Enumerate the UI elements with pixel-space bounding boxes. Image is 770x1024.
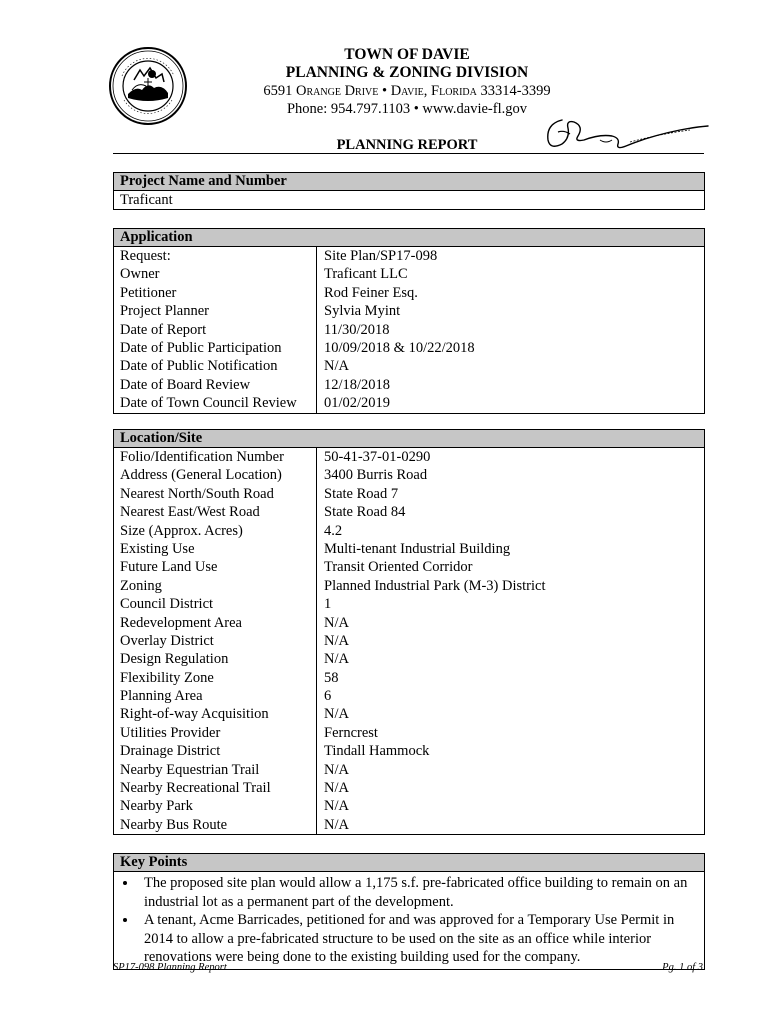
- row-value: Ferncrest: [324, 724, 378, 741]
- row-value: Planned Industrial Park (M-3) District: [324, 577, 546, 594]
- table-row: [114, 614, 704, 632]
- table-row: [114, 302, 704, 320]
- footer-page-number: Pg. 1 of 3: [662, 962, 703, 973]
- row-value: 58: [324, 669, 339, 686]
- row-value: N/A: [324, 632, 349, 649]
- table-row: [114, 339, 704, 357]
- division-address: 6591 Orange Drive • Davie, Florida 33314-3399: [263, 83, 551, 99]
- row-value: N/A: [324, 614, 349, 631]
- report-title: PLANNING REPORT: [336, 137, 478, 153]
- table-row: [114, 357, 704, 375]
- application-table: [114, 247, 704, 413]
- project-section: [113, 172, 705, 210]
- row-value: 01/02/2019: [324, 395, 391, 412]
- key-points-list: [114, 872, 704, 969]
- row-label: Utilities Provider: [114, 724, 317, 742]
- table-row: [114, 376, 704, 394]
- row-value: N/A: [324, 761, 349, 778]
- town-name: TOWN OF DAVIE: [344, 46, 470, 63]
- row-value: Transit Oriented Corridor: [324, 559, 473, 576]
- table-row: [114, 577, 704, 595]
- row-label: Zoning: [114, 577, 317, 595]
- row-value: State Road 7: [324, 485, 399, 502]
- table-row: [114, 779, 704, 797]
- row-value: 4.2: [324, 522, 343, 539]
- table-row: [114, 448, 704, 466]
- row-label: Request:: [114, 247, 317, 265]
- town-seal-icon: [108, 46, 188, 126]
- division-name: PLANNING & ZONING DIVISION: [285, 64, 529, 81]
- row-label: Address (General Location): [114, 466, 317, 484]
- table-row: [114, 687, 704, 705]
- key-points-section: [113, 853, 705, 970]
- row-value: N/A: [324, 651, 349, 668]
- table-row: [114, 705, 704, 723]
- row-label: Nearby Bus Route: [114, 816, 317, 834]
- row-label: Nearby Recreational Trail: [114, 779, 317, 797]
- table-row: [114, 816, 704, 834]
- table-row: [114, 595, 704, 613]
- row-value: N/A: [324, 358, 349, 375]
- table-row: [114, 724, 704, 742]
- row-value: Site Plan/SP17-098: [324, 248, 438, 264]
- row-value: N/A: [324, 706, 349, 723]
- row-label: Council District: [114, 595, 317, 613]
- project-name: Traficant: [120, 192, 173, 208]
- row-label: Project Planner: [114, 302, 317, 320]
- row-value: Multi-tenant Industrial Building: [324, 540, 511, 557]
- row-label: Flexibility Zone: [114, 669, 317, 687]
- footer-report-id: SP17-098 Planning Report: [113, 962, 227, 973]
- table-row: [114, 265, 704, 283]
- row-value: N/A: [324, 798, 349, 815]
- table-row: [114, 797, 704, 815]
- row-value: 10/09/2018 & 10/22/2018: [324, 339, 475, 356]
- key-points-heading: Key Points: [114, 854, 704, 872]
- table-row: [114, 284, 704, 302]
- table-row: [114, 466, 704, 484]
- location-section: [113, 429, 705, 835]
- table-row: [114, 522, 704, 540]
- location-table: [114, 448, 704, 834]
- row-value: N/A: [324, 780, 349, 797]
- row-value: 12/18/2018: [324, 376, 391, 393]
- row-label: Date of Report: [114, 321, 317, 339]
- table-row: [114, 247, 704, 265]
- table-row: [114, 742, 704, 760]
- row-label: Date of Public Notification: [114, 357, 317, 375]
- row-value: State Road 84: [324, 504, 406, 521]
- row-label: Owner: [114, 265, 317, 283]
- table-row: [114, 540, 704, 558]
- row-label: Right-of-way Acquisition: [114, 705, 317, 723]
- row-label: Design Regulation: [114, 650, 317, 668]
- row-label: Drainage District: [114, 742, 317, 760]
- row-value: Tindall Hammock: [324, 743, 430, 760]
- signature-graphic: [540, 110, 710, 156]
- application-heading: Application: [114, 229, 704, 247]
- table-row: [114, 650, 704, 668]
- table-row: [114, 669, 704, 687]
- table-row: [114, 321, 704, 339]
- contact-line: Phone: 954.797.1103 • www.davie-fl.gov: [286, 101, 527, 117]
- application-section: [113, 228, 705, 414]
- table-row: [114, 485, 704, 503]
- row-value: 50-41-37-01-0290: [324, 449, 431, 465]
- location-heading: Location/Site: [114, 430, 704, 448]
- table-row: [114, 503, 704, 521]
- row-label: Existing Use: [114, 540, 317, 558]
- table-row: [114, 394, 704, 412]
- row-label: Overlay District: [114, 632, 317, 650]
- table-row: [114, 632, 704, 650]
- row-label: Nearby Equestrian Trail: [114, 761, 317, 779]
- row-value: Sylvia Myint: [324, 303, 401, 320]
- row-label: Nearest East/West Road: [114, 503, 317, 521]
- row-label: Nearest North/South Road: [114, 485, 317, 503]
- row-label: Redevelopment Area: [114, 614, 317, 632]
- row-label: Size (Approx. Acres): [114, 522, 317, 540]
- table-row: [114, 761, 704, 779]
- row-label: Date of Board Review: [114, 376, 317, 394]
- row-value: 6: [324, 688, 332, 705]
- row-value: 1: [324, 596, 332, 613]
- row-label: Nearby Park: [114, 797, 317, 815]
- key-point-item: • The proposed site plan would allow a 1,175 s.f. pre-fabricated office building to remain on an industrial lot as a permanent part of the development.: [138, 874, 698, 911]
- row-label: Future Land Use: [114, 558, 317, 576]
- row-value: N/A: [324, 816, 349, 833]
- row-label: Date of Town Council Review: [114, 394, 317, 412]
- row-value: 11/30/2018: [324, 321, 390, 338]
- table-row: [114, 558, 704, 576]
- row-label: Date of Public Participation: [114, 339, 317, 357]
- row-value: Traficant LLC: [324, 266, 408, 283]
- key-point-item: • A tenant, Acme Barricades, petitioned for and was approved for a Temporary Use Permit in 2014 to allow a pre-fabricated structure to be used on the site as an office while interior renovations were being done to the existing building used for the company.: [138, 911, 698, 967]
- row-label: Planning Area: [114, 687, 317, 705]
- row-label: Folio/Identification Number: [114, 448, 317, 466]
- row-label: Petitioner: [114, 284, 317, 302]
- project-heading: Project Name and Number: [114, 173, 704, 191]
- header-divider: [113, 153, 704, 154]
- row-value: Rod Feiner Esq.: [324, 284, 418, 301]
- row-value: 3400 Burris Road: [324, 467, 428, 484]
